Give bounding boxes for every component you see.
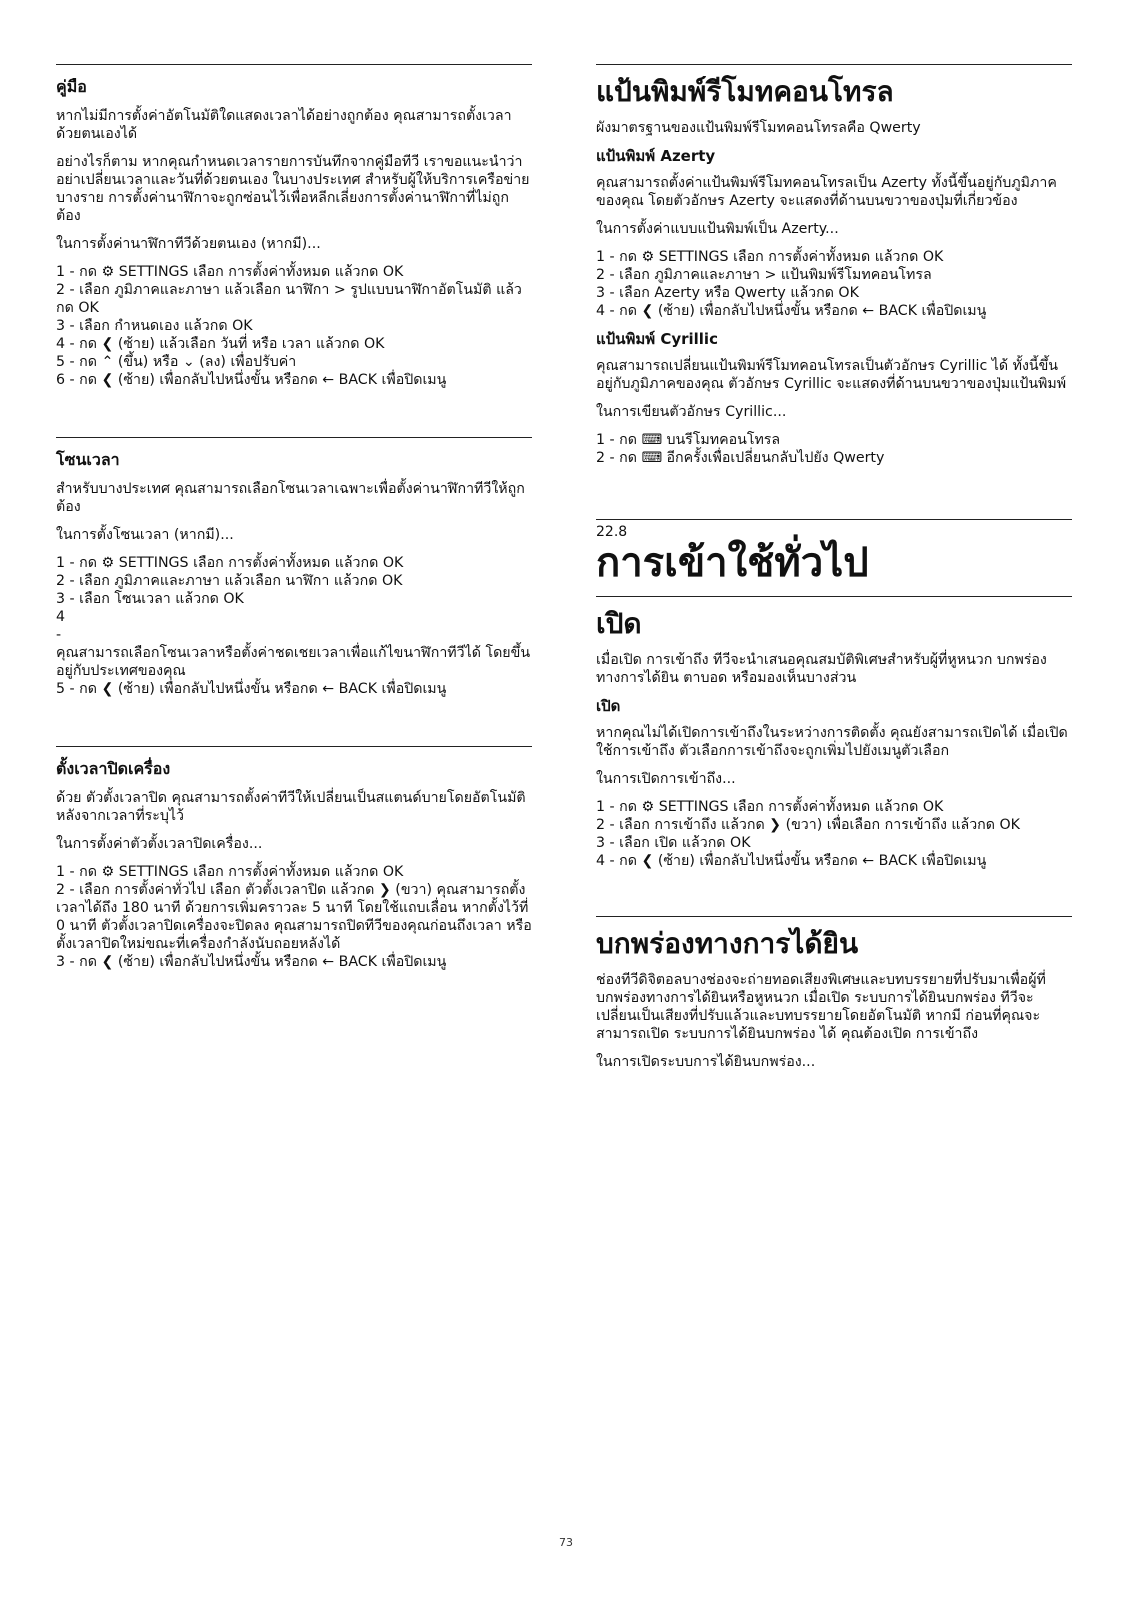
paragraph: อย่างไรก็ตาม หากคุณกำหนดเวลารายการบันทึกจากคู่มือทีวี เราขอแนะนำว่าอย่าเปลี่ยนเวลาและวันที่ด้วยตนเอง ในบางประเทศ สำหรับผู้ให้บริการเครือข่ายบางราย การตั้งค่านาฬิกาจะถูกซ่อนไว้เพื่อหลีกเลี่ยงการตั้งค่านาฬิกาที่ไม่ถูกต้อง <box>56 154 530 224</box>
step: คุณสามารถเลือกโซนเวลาหรือตั้งค่าชดเชยเวลาเพื่อแก้ไขนาฬิกาทีวีได้ โดยขึ้นอยู่กับประเทศของคุณ <box>56 645 531 679</box>
step: 3 - เลือก กำหนดเอง แล้วกด OK <box>56 318 253 334</box>
step: 6 - กด ❮ (ซ้าย) เพื่อกลับไปหนึ่งขั้น หรือกด ← BACK เพื่อปิดเมนู <box>56 372 447 388</box>
paragraph: หากคุณไม่ได้เปิดการเข้าถึงในระหว่างการติดตั้ง คุณยังสามารถเปิดได้ เมื่อเปิดใช้การเข้าถึง ตัวเลือกการเข้าถึงจะถูกเพิ่มไปยังเมนูตัวเลือก <box>596 725 1068 759</box>
steps-list <box>596 248 1072 320</box>
paragraph: ในการเปิดระบบการได้ยินบกพร่อง... <box>596 1054 816 1070</box>
paragraph: ในการเขียนตัวอักษร Cyrillic... <box>596 404 787 420</box>
paragraph: หากไม่มีการตั้งค่าอัตโนมัติใดแสดงเวลาได้อย่างถูกต้อง คุณสามารถตั้งเวลาด้วยตนเองได้ <box>56 108 512 142</box>
step: 3 - เลือก Azerty หรือ Qwerty แล้วกด OK <box>596 285 859 301</box>
steps-list <box>56 863 532 971</box>
step: 3 - เลือก โซนเวลา แล้วกด OK <box>56 591 244 607</box>
section-title: แป้นพิมพ์รีโมทคอนโทรล <box>596 75 894 108</box>
step: 4 - กด ❮ (ซ้าย) เพื่อกลับไปหนึ่งขั้น หรือกด ← BACK เพื่อปิดเมนู <box>596 853 987 869</box>
paragraph: คุณสามารถตั้งค่าแป้นพิมพ์รีโมทคอนโทรลเป็น Azerty ทั้งนี้ขึ้นอยู่กับภูมิภาคของคุณ โดยตัวอักษร Azerty จะแสดงที่ด้านบนขวาของปุ่มที่เกี่ยวข้อง <box>596 175 1057 209</box>
paragraph: ในการตั้งค่าแบบแป้นพิมพ์เป็น Azerty... <box>596 221 839 237</box>
step: 4 - กด ❮ (ซ้าย) เพื่อกลับไปหนึ่งขั้น หรือกด ← BACK เพื่อปิดเมนู <box>596 303 987 319</box>
paragraph: สำหรับบางประเทศ คุณสามารถเลือกโซนเวลาเฉพาะเพื่อตั้งค่านาฬิกาทีวีให้ถูกต้อง <box>56 481 525 515</box>
step: 2 - เลือก การตั้งค่าทั่วไป เลือก ตัวตั้งเวลาปิด แล้วกด ❯ (ขวา) คุณสามารถตั้งเวลาได้ถึง 180 นาที ด้วยการเพิ่มคราวละ 5 นาที โดยใช้แถบเลื่อน หากตั้งไว้ที่ 0 นาที ตัวตั้งเวลาปิดเครื่องจะปิดลง คุณสามารถปิดทีวีของคุณก่อนถึงเวลา หรือตั้งเวลาปิดใหม่ขณะที่เครื่องกำลังนับถอยหลังได้ <box>56 882 532 952</box>
section-title: โซนเวลา <box>56 450 120 469</box>
step: 1 - กด ⌨ บนรีโมทคอนโทรล <box>596 432 781 448</box>
step: 3 - กด ❮ (ซ้าย) เพื่อกลับไปหนึ่งขั้น หรือกด ← BACK เพื่อปิดเมนู <box>56 954 447 970</box>
step: 1 - กด ⚙ SETTINGS เลือก การตั้งค่าทั้งหมด แล้วกด OK <box>596 799 944 815</box>
step: - <box>56 627 62 643</box>
section-manual <box>56 64 532 389</box>
steps-list <box>56 554 532 698</box>
left-column <box>56 64 532 981</box>
section-accessibility <box>596 519 1072 870</box>
paragraph: ผังมาตรฐานของแป้นพิมพ์รีโมทคอนโทรลคือ Qwerty <box>596 120 921 136</box>
chapter-title: การเข้าใช้ทั่วไป <box>596 540 869 586</box>
paragraph: ในการเปิดการเข้าถึง... <box>596 771 736 787</box>
step: 2 - เลือก ภูมิภาคและภาษา > แป้นพิมพ์รีโมทคอนโทรล <box>596 267 932 283</box>
section-title: ตั้งเวลาปิดเครื่อง <box>56 759 171 778</box>
subheading: แป้นพิมพ์ Azerty <box>596 147 716 165</box>
section-sleep-timer <box>56 746 532 971</box>
steps-list <box>56 263 532 389</box>
steps-list <box>596 431 1072 467</box>
paragraph: เมื่อเปิด การเข้าถึง ทีวีจะนำเสนอคุณสมบัติพิเศษสำหรับผู้ที่หูหนวก บกพร่องทางการได้ยิน ตาบอด หรือมองเห็นบางส่วน <box>596 652 1047 686</box>
step: 5 - กด ⌃ (ขึ้น) หรือ ⌄ (ลง) เพื่อปรับค่า <box>56 354 297 370</box>
steps-list <box>596 798 1072 870</box>
section-title: คู่มือ <box>56 77 87 96</box>
step: 2 - เลือก การเข้าถึง แล้วกด ❯ (ขวา) เพื่อเลือก การเข้าถึง แล้วกด OK <box>596 817 1020 833</box>
page-number: 73 <box>559 1536 573 1549</box>
step: 1 - กด ⚙ SETTINGS เลือก การตั้งค่าทั้งหมด แล้วกด OK <box>56 264 404 280</box>
step: 2 - เลือก ภูมิภาคและภาษา แล้วเลือก นาฬิกา > รูปแบบนาฬิกาอัตโนมัติ แล้วกด OK <box>56 282 522 316</box>
section-timezone <box>56 437 532 698</box>
paragraph: ด้วย ตัวตั้งเวลาปิด คุณสามารถตั้งค่าทีวีให้เปลี่ยนเป็นสแตนด์บายโดยอัตโนมัติหลังจากเวลาที่ระบุไว้ <box>56 790 526 824</box>
paragraph: ในการตั้งค่านาฬิกาทีวีด้วยตนเอง (หากมี)... <box>56 236 321 252</box>
step: 1 - กด ⚙ SETTINGS เลือก การตั้งค่าทั้งหมด แล้วกด OK <box>56 555 404 571</box>
chapter-number: 22.8 <box>596 524 628 540</box>
step: 1 - กด ⚙ SETTINGS เลือก การตั้งค่าทั้งหมด แล้วกด OK <box>56 864 404 880</box>
right-column <box>596 64 1072 1081</box>
paragraph: ช่องทีวีดิจิตอลบางช่องจะถ่ายทอดเสียงพิเศษและบทบรรยายที่ปรับมาเพื่อผู้ที่บกพร่องทางการได้ยินหรือหูหนวก เมื่อเปิด ระบบการได้ยินบกพร่อง ทีวีจะเปลี่ยนเป็นเสียงที่ปรับแล้วและบทบรรยายโดยอัตโนมัติ หากมี ก่อนที่คุณจะสามารถเปิด ระบบการได้ยินบกพร่อง ได้ คุณต้องเปิด การเข้าถึง <box>596 972 1046 1042</box>
step: 5 - กด ❮ (ซ้าย) เพื่อกลับไปหนึ่งขั้น หรือกด ← BACK เพื่อปิดเมนู <box>56 681 447 697</box>
step: 4 <box>56 609 66 625</box>
step: 2 - เลือก ภูมิภาคและภาษา แล้วเลือก นาฬิกา แล้วกด OK <box>56 573 403 589</box>
step: 1 - กด ⚙ SETTINGS เลือก การตั้งค่าทั้งหมด แล้วกด OK <box>596 249 944 265</box>
paragraph: ในการตั้งค่าตัวตั้งเวลาปิดเครื่อง... <box>56 836 263 852</box>
paragraph: ในการตั้งโซนเวลา (หากมี)... <box>56 527 234 543</box>
paragraph: คุณสามารถเปลี่ยนแป้นพิมพ์รีโมทคอนโทรลเป็นตัวอักษร Cyrillic ได้ ทั้งนี้ขึ้นอยู่กับภูมิภาคของคุณ ตัวอักษร Cyrillic จะแสดงที่ด้านบนขวาของปุ่มแป้นพิมพ์ <box>596 358 1067 392</box>
section-title: บกพร่องทางการได้ยิน <box>596 927 859 960</box>
section-hearing-impaired <box>596 916 1072 1071</box>
subheading: แป้นพิมพ์ Cyrillic <box>596 330 718 348</box>
section-remote-keyboard <box>596 64 1072 467</box>
step: 4 - กด ❮ (ซ้าย) แล้วเลือก วันที่ หรือ เวลา แล้วกด OK <box>56 336 385 352</box>
subheading: เปิด <box>596 697 621 715</box>
step: 3 - เลือก เปิด แล้วกด OK <box>596 835 751 851</box>
step: 2 - กด ⌨ อีกครั้งเพื่อเปลี่ยนกลับไปยัง Qwerty <box>596 450 885 466</box>
section-title: เปิด <box>596 607 642 640</box>
